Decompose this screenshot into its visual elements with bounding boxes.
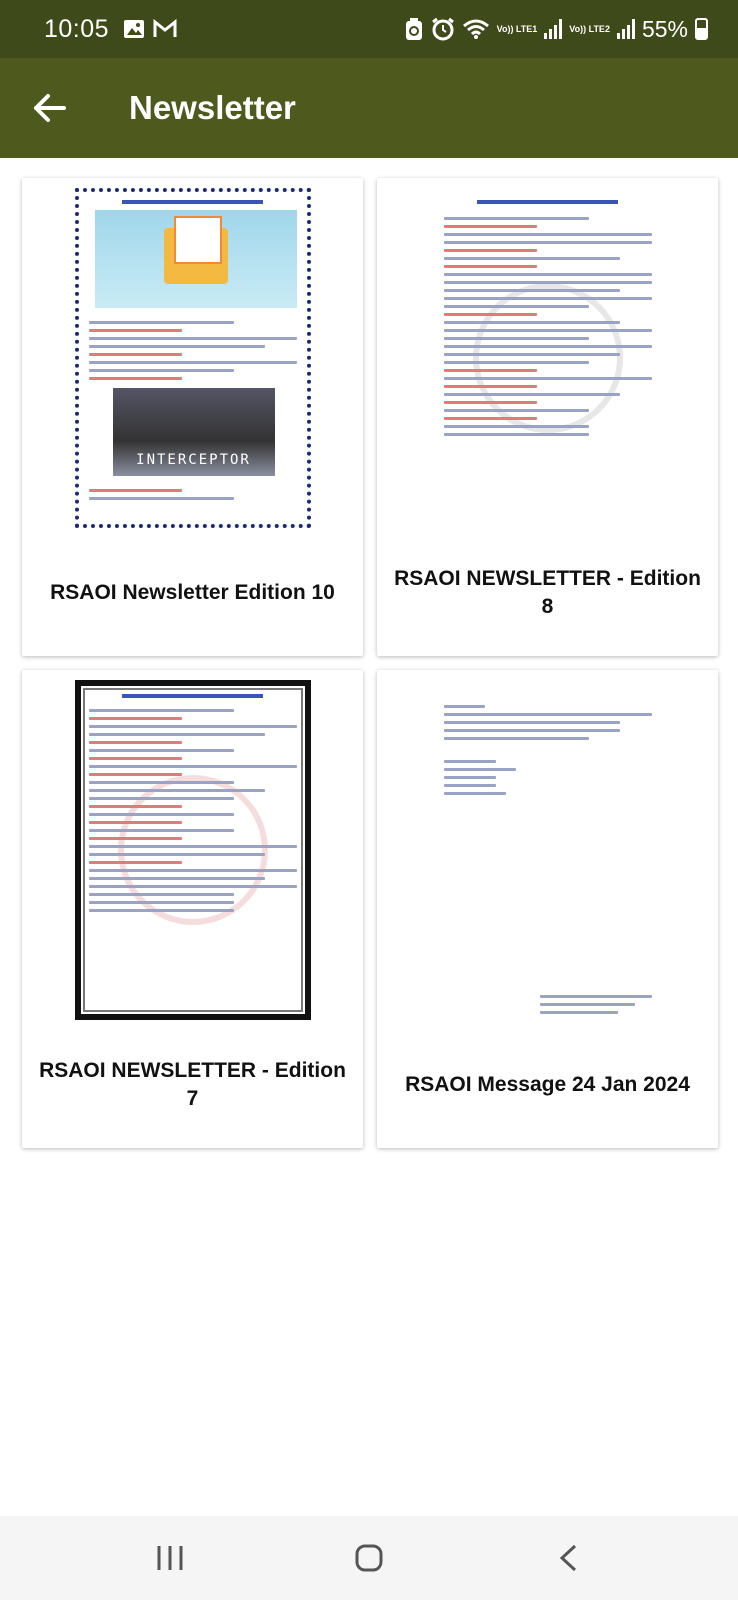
status-bar (0, 0, 738, 58)
newsletter-thumbnail (430, 188, 666, 528)
back-button[interactable] (19, 78, 79, 138)
movie-poster: INTERCEPTOR (113, 388, 275, 476)
newsletter-thumbnail (430, 680, 666, 1020)
newsletter-card[interactable] (22, 670, 363, 1148)
recent-apps-icon (155, 1544, 185, 1572)
newsletter-title: RSAOI Message 24 Jan 2024 (405, 1073, 690, 1096)
battery-icon (695, 18, 708, 40)
newsletter-card[interactable] (22, 178, 363, 656)
home-icon (354, 1543, 384, 1573)
wifi-icon (462, 18, 490, 40)
status-time: 10:05 (44, 14, 110, 43)
newsletter-thumbnail (75, 188, 311, 528)
newsletter-title: RSAOI Newsletter Edition 10 (50, 581, 335, 604)
arrow-back-icon (32, 93, 66, 123)
signal-icon (544, 19, 562, 39)
newsletter-title: RSAOI NEWSLETTER - Edition 7 (39, 1059, 346, 1110)
app-bar (0, 58, 738, 158)
newsletter-card[interactable] (377, 670, 718, 1148)
system-back-button[interactable] (528, 1528, 608, 1588)
gmail-icon (153, 19, 177, 39)
signal-icon (617, 19, 635, 39)
image-icon (123, 18, 145, 40)
home-button[interactable] (329, 1528, 409, 1588)
newsletter-illustration (95, 210, 297, 308)
alarm-icon (431, 17, 455, 41)
sim2-label: Vo)) LTE2 (569, 24, 610, 34)
sim1-label: Vo)) LTE1 (496, 24, 538, 34)
battery-percent: 55% (641, 15, 688, 42)
page-title: Newsletter (129, 89, 296, 126)
newsletter-card[interactable] (377, 178, 718, 656)
back-icon (557, 1543, 579, 1573)
newsletter-thumbnail (75, 680, 311, 1020)
recent-apps-button[interactable] (130, 1528, 210, 1588)
newsletter-grid (22, 178, 718, 1148)
data-saver-icon (404, 17, 424, 41)
newsletter-title: RSAOI NEWSLETTER - Edition 8 (394, 567, 701, 618)
system-nav-bar (0, 1516, 738, 1600)
